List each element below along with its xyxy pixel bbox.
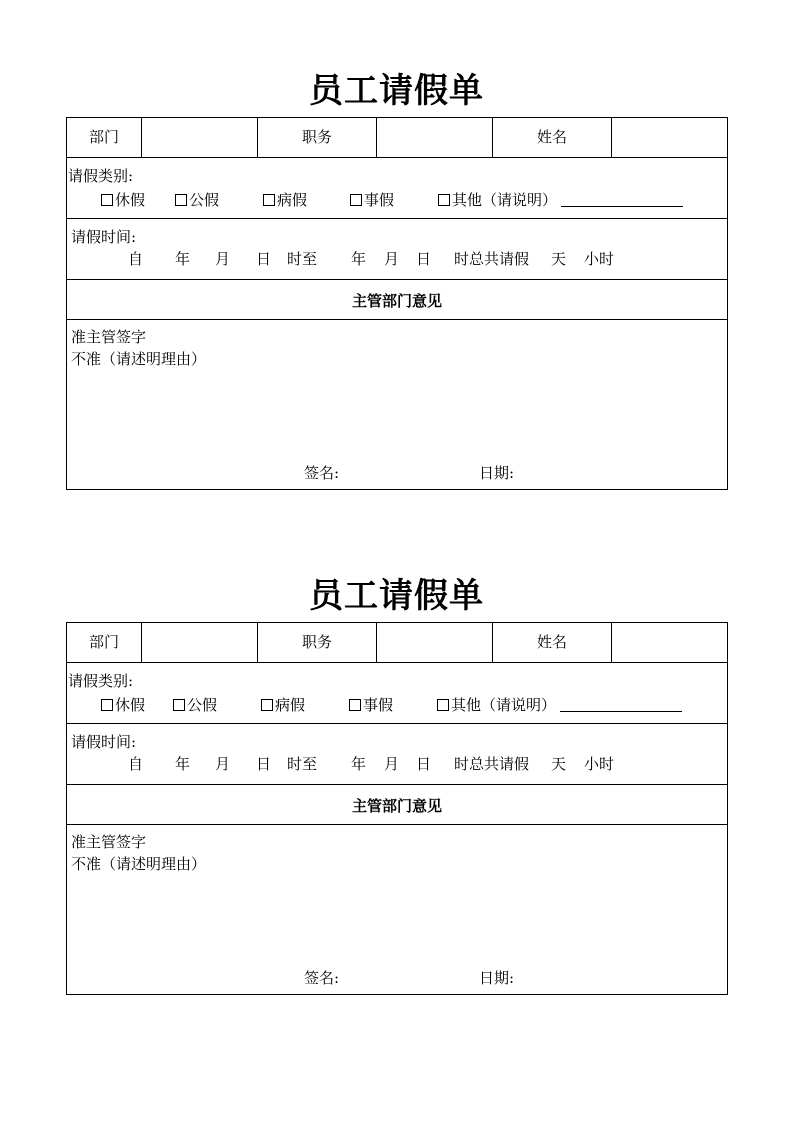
approve-label: 准主管签字 xyxy=(71,328,147,346)
leave-type-label: 请假类别: xyxy=(68,167,134,185)
header-row xyxy=(67,623,727,662)
position-label: 职务 xyxy=(301,633,332,651)
option-label: 其他（请说明） xyxy=(452,191,558,209)
name-label: 姓名 xyxy=(536,633,567,651)
divider xyxy=(67,662,727,663)
leave-form-1 xyxy=(0,0,793,482)
checkbox-icon[interactable] xyxy=(349,699,361,711)
option-sick[interactable] xyxy=(261,694,305,715)
leave-time-label: 请假时间: xyxy=(71,733,137,751)
option-label: 病假 xyxy=(277,191,308,209)
time-month2: 月 xyxy=(384,250,400,268)
option-label: 公假 xyxy=(189,191,220,209)
option-label: 病假 xyxy=(275,696,306,714)
option-sick[interactable] xyxy=(263,189,307,210)
checkbox-icon[interactable] xyxy=(437,699,449,711)
reject-label: 不准（请述明理由） xyxy=(71,350,207,368)
option-label: 休假 xyxy=(115,191,146,209)
checkbox-icon[interactable] xyxy=(173,699,185,711)
option-personal[interactable] xyxy=(350,189,394,210)
date-label: 日期: xyxy=(479,464,515,482)
time-month: 月 xyxy=(215,250,231,268)
time-year2: 年 xyxy=(351,755,367,773)
time-from: 自 xyxy=(128,250,144,268)
form-table xyxy=(66,622,728,995)
time-from: 自 xyxy=(128,755,144,773)
position-field[interactable] xyxy=(377,118,492,157)
time-hours-unit: 小时 xyxy=(584,755,615,773)
checkbox-icon[interactable] xyxy=(263,194,275,206)
form-title: 员工请假单 xyxy=(309,576,484,616)
sign-label: 签名: xyxy=(304,464,340,482)
checkbox-icon[interactable] xyxy=(101,194,113,206)
option-label: 其他（请说明） xyxy=(451,696,557,714)
option-label: 事假 xyxy=(364,191,395,209)
time-hour-to: 时至 xyxy=(287,755,318,773)
time-total: 时总共请假 xyxy=(454,755,530,773)
reject-label: 不准（请述明理由） xyxy=(71,855,207,873)
time-month: 月 xyxy=(215,755,231,773)
option-vacation[interactable] xyxy=(101,189,145,210)
supervisor-heading: 主管部门意见 xyxy=(351,797,442,815)
date-label: 日期: xyxy=(479,969,515,987)
other-reason-field[interactable] xyxy=(561,192,683,207)
supervisor-heading: 主管部门意见 xyxy=(351,292,442,310)
name-label: 姓名 xyxy=(536,128,567,146)
time-total: 时总共请假 xyxy=(454,250,530,268)
time-year: 年 xyxy=(175,755,191,773)
time-day: 日 xyxy=(256,250,272,268)
option-label: 休假 xyxy=(115,696,146,714)
time-hours-unit: 小时 xyxy=(584,250,615,268)
dept-field[interactable] xyxy=(142,118,257,157)
form-table xyxy=(66,117,728,490)
other-reason-field[interactable] xyxy=(560,697,682,712)
form-title: 员工请假单 xyxy=(309,71,484,111)
time-day2: 日 xyxy=(416,755,432,773)
time-days-unit: 天 xyxy=(551,755,567,773)
checkbox-icon[interactable] xyxy=(261,699,273,711)
time-year: 年 xyxy=(175,250,191,268)
divider xyxy=(67,279,727,280)
divider xyxy=(67,218,727,219)
dept-label: 部门 xyxy=(88,633,119,651)
divider xyxy=(67,319,727,320)
header-row xyxy=(67,118,727,157)
time-days-unit: 天 xyxy=(551,250,567,268)
divider xyxy=(67,824,727,825)
leave-form-2 xyxy=(0,505,793,987)
leave-type-label: 请假类别: xyxy=(68,672,134,690)
time-day2: 日 xyxy=(416,250,432,268)
time-month2: 月 xyxy=(384,755,400,773)
time-hour-to: 时至 xyxy=(287,250,318,268)
option-other[interactable] xyxy=(438,189,683,210)
option-other[interactable] xyxy=(437,694,682,715)
option-official[interactable] xyxy=(175,189,219,210)
time-year2: 年 xyxy=(351,250,367,268)
position-label: 职务 xyxy=(301,128,332,146)
sign-label: 签名: xyxy=(304,969,340,987)
checkbox-icon[interactable] xyxy=(175,194,187,206)
option-label: 公假 xyxy=(187,696,218,714)
leave-time-label: 请假时间: xyxy=(71,228,137,246)
divider xyxy=(67,784,727,785)
dept-field[interactable] xyxy=(142,623,257,662)
checkbox-icon[interactable] xyxy=(438,194,450,206)
option-official[interactable] xyxy=(173,694,217,715)
dept-label: 部门 xyxy=(88,128,119,146)
position-field[interactable] xyxy=(377,623,492,662)
option-label: 事假 xyxy=(363,696,394,714)
checkbox-icon[interactable] xyxy=(101,699,113,711)
time-day: 日 xyxy=(256,755,272,773)
approve-label: 准主管签字 xyxy=(71,833,147,851)
option-vacation[interactable] xyxy=(101,694,145,715)
name-field[interactable] xyxy=(612,118,727,157)
option-personal[interactable] xyxy=(349,694,393,715)
divider xyxy=(67,157,727,158)
checkbox-icon[interactable] xyxy=(350,194,362,206)
divider xyxy=(67,723,727,724)
name-field[interactable] xyxy=(612,623,727,662)
